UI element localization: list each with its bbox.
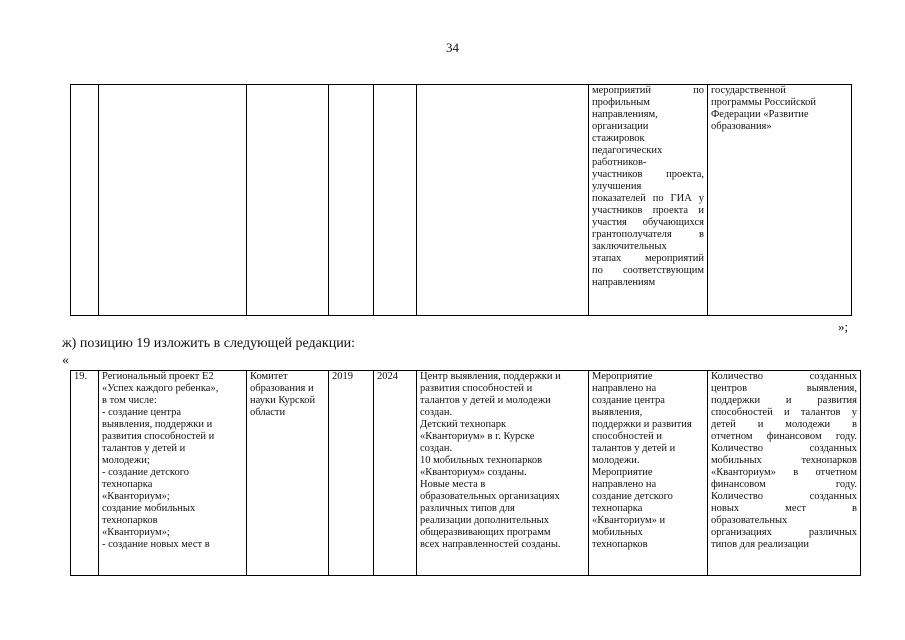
cell-program-link bbox=[708, 85, 852, 316]
cell-activity-description bbox=[589, 371, 708, 576]
text-line: «Кванториум» в отчетном bbox=[711, 467, 857, 478]
text-line: общеразвивающих программ bbox=[420, 527, 551, 538]
text-line: Детский технопарк bbox=[420, 419, 507, 430]
text-line: участников проекта и bbox=[592, 205, 704, 216]
cell-start-year bbox=[329, 85, 374, 316]
text-line: создан. bbox=[420, 443, 453, 454]
text-line: «Кванториум»; bbox=[102, 527, 170, 538]
text-line: профильным bbox=[592, 97, 650, 108]
cell-project bbox=[99, 85, 247, 316]
text-line: Комитет bbox=[250, 371, 288, 382]
text-line: Количество созданных bbox=[711, 371, 857, 382]
text-line: различных типов для bbox=[420, 503, 515, 514]
paragraph-text: ж) позицию 19 изложить в следующей редакции: bbox=[62, 336, 356, 351]
cell-start-year: 2019 bbox=[329, 371, 374, 576]
text-line: поддержки и развития bbox=[711, 395, 857, 406]
text-line: создание мобильных bbox=[102, 503, 196, 514]
text-line: Количество созданных bbox=[711, 443, 857, 454]
text-line: этапах мероприятий bbox=[592, 253, 704, 264]
text-line: 10 мобильных технопарков bbox=[420, 455, 543, 466]
cell-result bbox=[417, 371, 589, 576]
text-line: организации bbox=[592, 121, 649, 132]
text-line: развития способностей и bbox=[102, 431, 215, 442]
text-line: создан. bbox=[420, 407, 453, 418]
text-line: - создание детского bbox=[102, 467, 190, 478]
text-line: Новые места в bbox=[420, 479, 486, 490]
text-line: программы Российской bbox=[711, 97, 817, 108]
text-line: образования» bbox=[711, 121, 772, 132]
text-line: способностей и талантов у bbox=[711, 407, 857, 418]
text-line: «Кванториум» в г. Курске bbox=[420, 431, 535, 442]
text-line: способностей и bbox=[592, 431, 662, 442]
cell-end-year: 2024 bbox=[374, 371, 417, 576]
text-line: участия обучающихся bbox=[592, 217, 704, 228]
text-line: выявления, поддержки и bbox=[102, 419, 213, 430]
text-line: улучшения bbox=[592, 181, 642, 192]
cell-indicator bbox=[708, 371, 861, 576]
text-line: создание центра bbox=[592, 395, 665, 406]
text-line: создание детского bbox=[592, 491, 673, 502]
text-line: организациях различных bbox=[711, 527, 857, 538]
open-quote: « bbox=[62, 353, 69, 368]
text-line: - создание центра bbox=[102, 407, 182, 418]
text-line: всех направленностей созданы. bbox=[420, 539, 561, 550]
text-line: финансовом году. bbox=[711, 479, 857, 490]
text-line: Региональный проект Е2 bbox=[102, 371, 214, 382]
text-line: науки Курской bbox=[250, 395, 316, 406]
text-line: технопарка bbox=[102, 479, 153, 490]
text-line: «Успех каждого ребенка», bbox=[102, 383, 219, 394]
text-line: «Кванториум»; bbox=[102, 491, 170, 502]
text-line: области bbox=[250, 407, 286, 418]
text-line: «Кванториум» и bbox=[592, 515, 666, 526]
text-line: развития способностей и bbox=[420, 383, 533, 394]
cell-project bbox=[99, 371, 247, 576]
text-line: работников- bbox=[592, 157, 647, 168]
table-row bbox=[71, 371, 861, 576]
text-line: заключительных bbox=[592, 241, 667, 252]
text-line: талантов у детей и bbox=[102, 443, 186, 454]
text-line: по соответствующим bbox=[592, 265, 704, 276]
text-line: мобильных технопарков bbox=[711, 455, 857, 466]
text-line: молодежи. bbox=[592, 455, 640, 466]
text-line: «Кванториум» созданы. bbox=[420, 467, 527, 478]
text-line: технопарка bbox=[592, 503, 643, 514]
text-line: Центр выявления, поддержки и bbox=[420, 371, 561, 382]
text-line: образования и bbox=[250, 383, 314, 394]
text-line: центров выявления, bbox=[711, 383, 857, 394]
text-line: Федерации «Развитие bbox=[711, 109, 809, 120]
text-line: талантов у детей и молодежи bbox=[420, 395, 551, 406]
text-line: государственной bbox=[711, 85, 786, 96]
text-line: технопарков bbox=[592, 539, 648, 550]
text-line: Количество созданных bbox=[711, 491, 857, 502]
text-line: детей и молодежи в bbox=[711, 419, 857, 430]
text-line: образовательных организациях bbox=[420, 491, 560, 502]
text-line: мероприятий по bbox=[592, 85, 704, 96]
cell-activity-description bbox=[589, 85, 708, 316]
text-line: стажировок bbox=[592, 133, 645, 144]
cell-end-year bbox=[374, 85, 417, 316]
text-line: отчетном финансовом году. bbox=[711, 431, 857, 442]
text-line: поддержки и развития bbox=[592, 419, 692, 430]
text-line: реализации дополнительных bbox=[420, 515, 549, 526]
cell-number: 19. bbox=[71, 371, 99, 576]
cell-result bbox=[417, 85, 589, 316]
text-line: показателей по ГИА у bbox=[592, 193, 704, 204]
cell-number bbox=[71, 85, 99, 316]
text-line: грантополучателя в bbox=[592, 229, 704, 240]
text-line: - создание новых мест в bbox=[102, 539, 210, 550]
text-line: мобильных bbox=[592, 527, 643, 538]
text-line: Мероприятие bbox=[592, 371, 653, 382]
text-line: молодежи; bbox=[102, 455, 150, 466]
page-number: 34 bbox=[446, 40, 459, 55]
cell-responsible bbox=[247, 371, 329, 576]
text-line: педагогических bbox=[592, 145, 663, 156]
text-line: типов для реализации bbox=[711, 539, 810, 550]
text-line: образовательных bbox=[711, 515, 788, 526]
text-line: Мероприятие bbox=[592, 467, 653, 478]
text-line: в том числе: bbox=[102, 395, 157, 406]
text-line: технопарков bbox=[102, 515, 158, 526]
text-line: направлено на bbox=[592, 479, 657, 490]
text-line: выявления, bbox=[592, 407, 643, 418]
table-continuation bbox=[70, 84, 852, 316]
text-line: талантов у детей и bbox=[592, 443, 676, 454]
text-line: участников проекта, bbox=[592, 169, 704, 180]
text-line: направлениям bbox=[592, 277, 656, 288]
text-line: направлено на bbox=[592, 383, 657, 394]
table-position-19 bbox=[70, 370, 861, 576]
cell-responsible bbox=[247, 85, 329, 316]
text-line: направлениям, bbox=[592, 109, 658, 120]
table-row bbox=[71, 85, 852, 316]
end-quote: »; bbox=[838, 319, 849, 334]
text-line: новых мест в bbox=[711, 503, 857, 514]
